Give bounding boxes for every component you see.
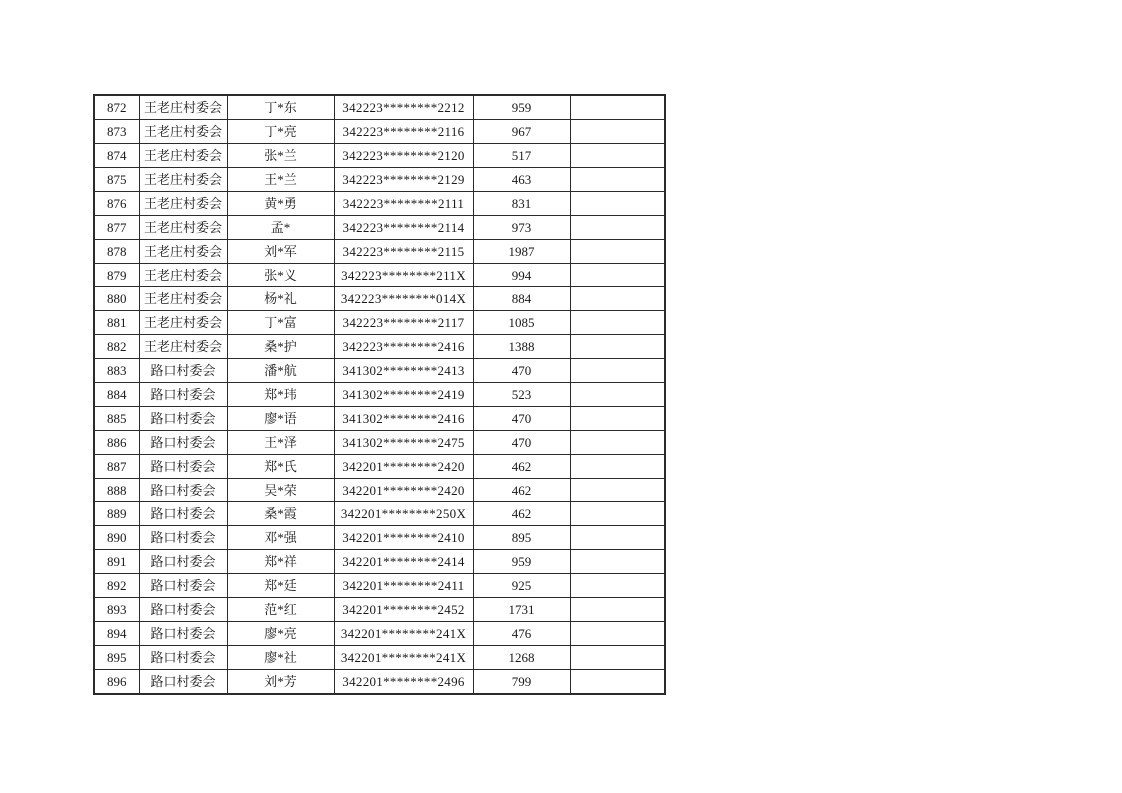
cell-id-number: 342223********2115 xyxy=(334,239,473,263)
table-row xyxy=(94,359,665,383)
cell-village-committee: 王老庄村委会 xyxy=(139,239,227,263)
cell-amount: 959 xyxy=(473,95,570,120)
table-row xyxy=(94,144,665,168)
table-row xyxy=(94,287,665,311)
cell-id-number: 342201********2411 xyxy=(334,574,473,598)
cell-amount: 831 xyxy=(473,191,570,215)
cell-serial-number: 895 xyxy=(94,645,139,669)
cell-person-name: 邓*强 xyxy=(227,526,334,550)
cell-id-number: 342223********2111 xyxy=(334,191,473,215)
cell-id-number: 342223********2129 xyxy=(334,168,473,192)
cell-blank xyxy=(570,311,665,335)
cell-blank xyxy=(570,263,665,287)
cell-serial-number: 878 xyxy=(94,239,139,263)
table-row xyxy=(94,502,665,526)
cell-person-name: 桑*护 xyxy=(227,335,334,359)
cell-serial-number: 882 xyxy=(94,335,139,359)
cell-serial-number: 877 xyxy=(94,215,139,239)
cell-serial-number: 875 xyxy=(94,168,139,192)
cell-blank xyxy=(570,598,665,622)
cell-id-number: 342223********2116 xyxy=(334,120,473,144)
cell-village-committee: 王老庄村委会 xyxy=(139,191,227,215)
cell-id-number: 342223********211X xyxy=(334,263,473,287)
cell-amount: 462 xyxy=(473,478,570,502)
cell-person-name: 丁*亮 xyxy=(227,120,334,144)
cell-village-committee: 王老庄村委会 xyxy=(139,263,227,287)
cell-blank xyxy=(570,550,665,574)
cell-id-number: 342201********2496 xyxy=(334,669,473,694)
cell-amount: 1731 xyxy=(473,598,570,622)
cell-blank xyxy=(570,215,665,239)
cell-village-committee: 王老庄村委会 xyxy=(139,95,227,120)
cell-amount: 967 xyxy=(473,120,570,144)
cell-id-number: 342223********2120 xyxy=(334,144,473,168)
cell-blank xyxy=(570,383,665,407)
cell-person-name: 王*兰 xyxy=(227,168,334,192)
cell-amount: 1987 xyxy=(473,239,570,263)
cell-serial-number: 873 xyxy=(94,120,139,144)
cell-blank xyxy=(570,574,665,598)
cell-village-committee: 路口村委会 xyxy=(139,430,227,454)
cell-blank xyxy=(570,335,665,359)
cell-person-name: 丁*东 xyxy=(227,95,334,120)
cell-person-name: 丁*富 xyxy=(227,311,334,335)
cell-amount: 470 xyxy=(473,359,570,383)
cell-village-committee: 路口村委会 xyxy=(139,502,227,526)
cell-person-name: 杨*礼 xyxy=(227,287,334,311)
cell-blank xyxy=(570,239,665,263)
cell-amount: 517 xyxy=(473,144,570,168)
cell-person-name: 刘*军 xyxy=(227,239,334,263)
cell-amount: 1388 xyxy=(473,335,570,359)
table-row xyxy=(94,454,665,478)
cell-amount: 884 xyxy=(473,287,570,311)
cell-id-number: 342201********241X xyxy=(334,645,473,669)
cell-serial-number: 893 xyxy=(94,598,139,622)
cell-blank xyxy=(570,168,665,192)
cell-serial-number: 881 xyxy=(94,311,139,335)
cell-amount: 523 xyxy=(473,383,570,407)
table-body xyxy=(94,95,665,694)
cell-amount: 799 xyxy=(473,669,570,694)
cell-amount: 1268 xyxy=(473,645,570,669)
cell-village-committee: 路口村委会 xyxy=(139,621,227,645)
table-row xyxy=(94,478,665,502)
cell-serial-number: 885 xyxy=(94,406,139,430)
cell-village-committee: 王老庄村委会 xyxy=(139,335,227,359)
cell-village-committee: 路口村委会 xyxy=(139,669,227,694)
cell-serial-number: 890 xyxy=(94,526,139,550)
cell-id-number: 342201********2420 xyxy=(334,454,473,478)
cell-person-name: 黄*勇 xyxy=(227,191,334,215)
cell-village-committee: 王老庄村委会 xyxy=(139,120,227,144)
cell-village-committee: 路口村委会 xyxy=(139,574,227,598)
cell-village-committee: 王老庄村委会 xyxy=(139,215,227,239)
cell-person-name: 孟* xyxy=(227,215,334,239)
table-row xyxy=(94,526,665,550)
table-row xyxy=(94,335,665,359)
cell-id-number: 341302********2475 xyxy=(334,430,473,454)
cell-person-name: 廖*亮 xyxy=(227,621,334,645)
table-row xyxy=(94,239,665,263)
cell-serial-number: 889 xyxy=(94,502,139,526)
cell-person-name: 王*泽 xyxy=(227,430,334,454)
cell-village-committee: 路口村委会 xyxy=(139,406,227,430)
cell-blank xyxy=(570,478,665,502)
cell-village-committee: 路口村委会 xyxy=(139,526,227,550)
cell-id-number: 342201********2420 xyxy=(334,478,473,502)
cell-id-number: 341302********2416 xyxy=(334,406,473,430)
table-row xyxy=(94,215,665,239)
cell-village-committee: 王老庄村委会 xyxy=(139,168,227,192)
table-row xyxy=(94,263,665,287)
cell-blank xyxy=(570,287,665,311)
cell-village-committee: 路口村委会 xyxy=(139,454,227,478)
table-row xyxy=(94,574,665,598)
table-row xyxy=(94,430,665,454)
cell-serial-number: 888 xyxy=(94,478,139,502)
cell-blank xyxy=(570,502,665,526)
cell-village-committee: 路口村委会 xyxy=(139,478,227,502)
cell-id-number: 342223********2212 xyxy=(334,95,473,120)
table-row xyxy=(94,120,665,144)
cell-blank xyxy=(570,621,665,645)
cell-person-name: 范*红 xyxy=(227,598,334,622)
cell-serial-number: 880 xyxy=(94,287,139,311)
cell-amount: 973 xyxy=(473,215,570,239)
table-row xyxy=(94,311,665,335)
cell-person-name: 郑*氏 xyxy=(227,454,334,478)
cell-village-committee: 路口村委会 xyxy=(139,359,227,383)
cell-serial-number: 874 xyxy=(94,144,139,168)
cell-village-committee: 路口村委会 xyxy=(139,383,227,407)
table-row xyxy=(94,95,665,120)
cell-amount: 463 xyxy=(473,168,570,192)
cell-amount: 1085 xyxy=(473,311,570,335)
cell-id-number: 342201********2410 xyxy=(334,526,473,550)
cell-amount: 959 xyxy=(473,550,570,574)
cell-person-name: 郑*祥 xyxy=(227,550,334,574)
cell-person-name: 廖*社 xyxy=(227,645,334,669)
cell-village-committee: 路口村委会 xyxy=(139,550,227,574)
cell-person-name: 吴*荣 xyxy=(227,478,334,502)
table-row xyxy=(94,598,665,622)
cell-blank xyxy=(570,359,665,383)
cell-amount: 470 xyxy=(473,406,570,430)
roster-table xyxy=(93,94,666,695)
cell-serial-number: 872 xyxy=(94,95,139,120)
cell-blank xyxy=(570,669,665,694)
cell-serial-number: 894 xyxy=(94,621,139,645)
cell-village-committee: 路口村委会 xyxy=(139,645,227,669)
cell-id-number: 342223********2416 xyxy=(334,335,473,359)
table-row xyxy=(94,168,665,192)
cell-amount: 462 xyxy=(473,502,570,526)
cell-person-name: 桑*霞 xyxy=(227,502,334,526)
cell-person-name: 廖*语 xyxy=(227,406,334,430)
cell-serial-number: 887 xyxy=(94,454,139,478)
cell-blank xyxy=(570,120,665,144)
table-row xyxy=(94,550,665,574)
cell-serial-number: 892 xyxy=(94,574,139,598)
table-row xyxy=(94,406,665,430)
cell-serial-number: 884 xyxy=(94,383,139,407)
cell-blank xyxy=(570,406,665,430)
cell-amount: 476 xyxy=(473,621,570,645)
cell-village-committee: 王老庄村委会 xyxy=(139,311,227,335)
cell-id-number: 342201********2452 xyxy=(334,598,473,622)
cell-id-number: 342201********250X xyxy=(334,502,473,526)
cell-id-number: 342201********2414 xyxy=(334,550,473,574)
table-row xyxy=(94,383,665,407)
cell-blank xyxy=(570,95,665,120)
cell-serial-number: 886 xyxy=(94,430,139,454)
cell-blank xyxy=(570,430,665,454)
table-row xyxy=(94,669,665,694)
cell-serial-number: 891 xyxy=(94,550,139,574)
cell-id-number: 342223********2114 xyxy=(334,215,473,239)
table-row xyxy=(94,191,665,215)
cell-serial-number: 876 xyxy=(94,191,139,215)
cell-blank xyxy=(570,526,665,550)
cell-serial-number: 879 xyxy=(94,263,139,287)
cell-amount: 895 xyxy=(473,526,570,550)
cell-blank xyxy=(570,144,665,168)
cell-blank xyxy=(570,191,665,215)
cell-amount: 994 xyxy=(473,263,570,287)
cell-amount: 462 xyxy=(473,454,570,478)
cell-person-name: 张*兰 xyxy=(227,144,334,168)
cell-village-committee: 王老庄村委会 xyxy=(139,287,227,311)
cell-id-number: 341302********2413 xyxy=(334,359,473,383)
table-row xyxy=(94,621,665,645)
cell-village-committee: 王老庄村委会 xyxy=(139,144,227,168)
cell-person-name: 郑*廷 xyxy=(227,574,334,598)
cell-serial-number: 896 xyxy=(94,669,139,694)
table-row xyxy=(94,645,665,669)
cell-amount: 925 xyxy=(473,574,570,598)
cell-serial-number: 883 xyxy=(94,359,139,383)
cell-person-name: 刘*芳 xyxy=(227,669,334,694)
cell-id-number: 341302********2419 xyxy=(334,383,473,407)
cell-person-name: 潘*航 xyxy=(227,359,334,383)
cell-blank xyxy=(570,454,665,478)
cell-amount: 470 xyxy=(473,430,570,454)
cell-blank xyxy=(570,645,665,669)
cell-id-number: 342201********241X xyxy=(334,621,473,645)
cell-id-number: 342223********2117 xyxy=(334,311,473,335)
cell-id-number: 342223********014X xyxy=(334,287,473,311)
cell-village-committee: 路口村委会 xyxy=(139,598,227,622)
cell-person-name: 郑*玮 xyxy=(227,383,334,407)
cell-person-name: 张*义 xyxy=(227,263,334,287)
